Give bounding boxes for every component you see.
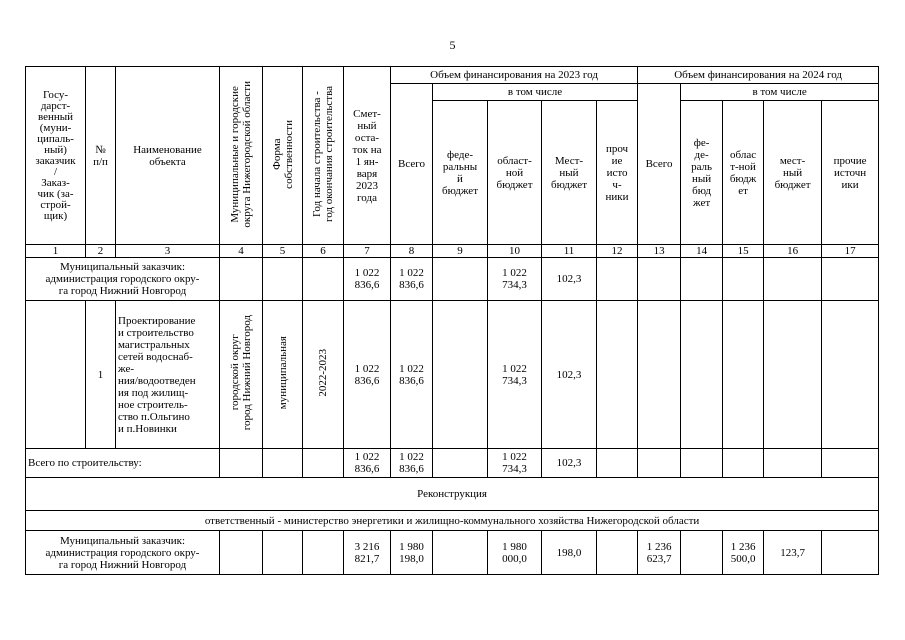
column-number: 3	[116, 245, 220, 258]
header-years: Год начала строительства - год окончания строительства	[303, 67, 344, 245]
column-number: 16	[764, 245, 822, 258]
construction-total-label: Всего по строительству:	[26, 449, 220, 478]
header-estimate-balance: Смет- ный оста- ток на 1 ян- варя 2023 года	[344, 67, 391, 245]
column-number: 17	[822, 245, 879, 258]
column-number: 2	[86, 245, 116, 258]
local-2023-value: 102,3	[542, 258, 597, 301]
header-other-2023: проч ие исто ч- ники	[597, 101, 638, 245]
local-2023-value: 102,3	[542, 449, 597, 478]
local-2023-value: 198,0	[542, 531, 597, 575]
local-2023-value: 102,3	[542, 301, 597, 449]
regional-2023-value: 1 980 000,0	[488, 531, 542, 575]
column-number: 14	[681, 245, 723, 258]
regional-2023-value: 1 022 734,3	[488, 258, 542, 301]
header-including-2023: в том числе	[433, 84, 638, 101]
column-number: 6	[303, 245, 344, 258]
estimate-value: 1 022 836,6	[344, 449, 391, 478]
column-number: 9	[433, 245, 488, 258]
header-regional-2023: област- ной бюджет	[488, 101, 542, 245]
header-local-2023: Мест- ный бюджет	[542, 101, 597, 245]
header-total-2024: Всего	[638, 84, 681, 245]
column-number: 10	[488, 245, 542, 258]
customer-label: Муниципальный заказчик: администрация городского окру- га город Нижний Новгород	[26, 531, 220, 575]
object-row	[26, 301, 879, 449]
estimate-value: 3 216 821,7	[344, 531, 391, 575]
column-number: 7	[344, 245, 391, 258]
column-number: 8	[391, 245, 433, 258]
responsible-ministry: ответственный - министерство энергетики и жилищно-коммунального хозяйства Нижегородской области	[26, 511, 879, 531]
estimate-value: 1 022 836,6	[344, 301, 391, 449]
total-2023-value: 1 980 198,0	[391, 531, 433, 575]
construction-total-row	[26, 449, 879, 478]
column-number: 5	[263, 245, 303, 258]
header-ownership: Форма собственности	[263, 67, 303, 245]
estimate-value: 1 022 836,6	[344, 258, 391, 301]
header-local-2024: мест- ный бюджет	[764, 101, 822, 245]
header-other-2024: прочие источн ики	[822, 101, 879, 245]
header-regional-2024: облас т-ной бюдж ет	[723, 101, 764, 245]
local-2024-value: 123,7	[764, 531, 822, 575]
regional-2024-value: 1 236 500,0	[723, 531, 764, 575]
column-number: 12	[597, 245, 638, 258]
customer-label: Муниципальный заказчик: администрация городского окру- га город Нижний Новгород	[26, 258, 220, 301]
customer-row-reconstruction	[26, 531, 879, 575]
total-2024-value: 1 236 623,7	[638, 531, 681, 575]
header-number: № п/п	[86, 67, 116, 245]
header-federal-2023: феде- ральны й бюджет	[433, 101, 488, 245]
header-district: Муниципальные и городские округа Нижегородской области	[220, 67, 263, 245]
column-numbers-row	[26, 245, 879, 258]
column-number: 1	[26, 245, 86, 258]
column-number: 4	[220, 245, 263, 258]
object-number: 1	[86, 301, 116, 449]
header-total-2023: Всего	[391, 84, 433, 245]
column-number: 15	[723, 245, 764, 258]
investment-table	[25, 66, 879, 575]
object-name: Проектирование и строительство магистральных сетей водоснаб- же- ния/водоотведен ия под жилищ- ное строитель- ство п.Ольгино и п.Новинки	[116, 301, 220, 449]
object-district: городской округ город Нижний Новгород	[220, 301, 263, 449]
regional-2023-value: 1 022 734,3	[488, 301, 542, 449]
object-ownership: муниципальная	[263, 301, 303, 449]
header-financing-2023: Объем финансирования на 2023 год	[391, 67, 638, 84]
total-2023-value: 1 022 836,6	[391, 258, 433, 301]
header-federal-2024: фе- де- раль ный бюд жет	[681, 101, 723, 245]
header-object-name: Наименование объекта	[116, 67, 220, 245]
regional-2023-value: 1 022 734,3	[488, 449, 542, 478]
reconstruction-heading: Реконструкция	[26, 478, 879, 511]
customer-row	[26, 258, 879, 301]
header-customer: Госу- дарст- венный (муни- ципаль- ный) заказчик / Заказ- чик (за- строй- щик)	[26, 67, 86, 245]
total-2023-value: 1 022 836,6	[391, 301, 433, 449]
header-including-2024: в том числе	[681, 84, 879, 101]
column-number: 13	[638, 245, 681, 258]
header-financing-2024: Объем финансирования на 2024 год	[638, 67, 879, 84]
object-years: 2022-2023	[303, 301, 344, 449]
column-number: 11	[542, 245, 597, 258]
total-2023-value: 1 022 836,6	[391, 449, 433, 478]
page-number: 5	[449, 38, 456, 52]
